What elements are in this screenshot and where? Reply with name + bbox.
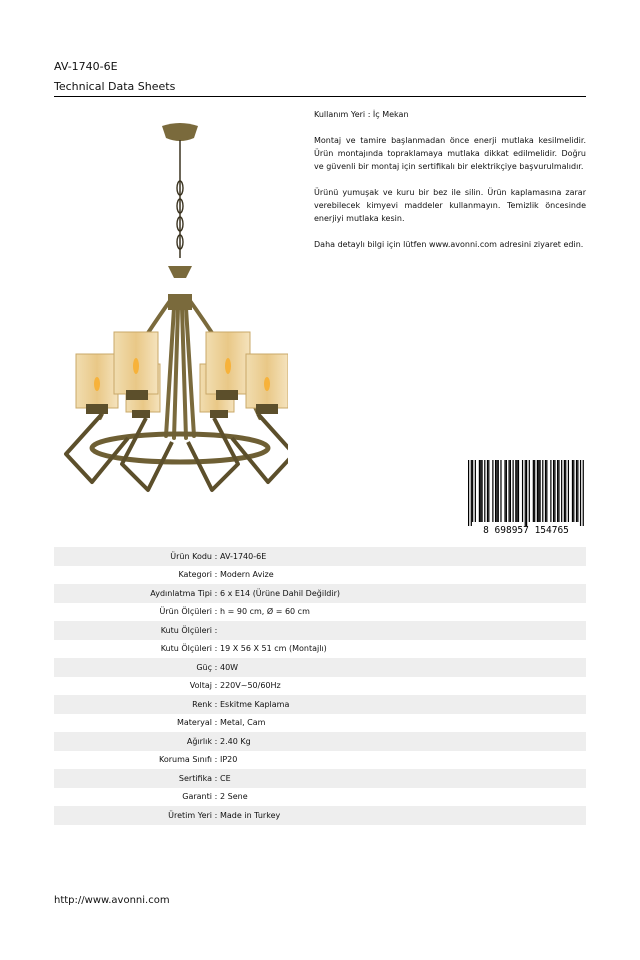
footer-website: http://www.avonni.com [54,895,170,906]
spec-label: Garanti [182,792,212,802]
spec-separator: : [214,662,218,672]
spec-label: Üretim Yeri [168,810,212,820]
spec-row [54,547,586,566]
spec-label: Renk [192,699,212,709]
spec-label: Kutu Ölçüleri [160,625,212,635]
document-subtitle: Technical Data Sheets [54,80,176,93]
spec-label: Ağırlık [186,736,212,746]
spec-separator: : [214,736,218,746]
spec-value: Eskitme Kaplama [220,699,290,709]
spec-separator: : [214,644,218,654]
spec-label: Ürün Kodu [170,551,212,561]
product-code-title: AV-1740-6E [54,60,118,73]
spec-value: Metal, Cam [220,718,266,728]
spec-separator: : [214,810,218,820]
spec-row [54,806,586,825]
spec-label: Ürün Ölçüleri [159,607,212,617]
spec-row [54,732,586,751]
spec-row [54,788,586,807]
spec-value: IP20 [220,755,238,765]
spec-separator: : [214,570,218,580]
spec-label: Güç [196,662,212,672]
cleaning-paragraph: Ürünü yumuşak ve kuru bir bez ile silin. Ürün kaplamasına zarar verebilecek kimyevi maddeler kullanmayın. Temizlik öncesinde enerjiyi mutlaka kesin. [314,188,586,223]
safety-paragraph: Montaj ve tamire başlanmadan önce enerji mutlaka kesilmelidir. Ürün montajında topraklamaya mutlaka dikkat edilmelidir. Doğru ve güvenli bir montaj için sertifikalı bir elektrikçiye başvurulmalıdır. [314,136,586,171]
spec-row [54,677,586,696]
spec-separator: : [214,755,218,765]
spec-separator: : [214,792,218,802]
spec-label: Voltaj [189,681,212,691]
spec-row [54,584,586,603]
spec-row [54,714,586,733]
spec-row [54,621,586,640]
spec-value: 6 x E14 (Ürüne Dahil Değildir) [220,588,340,598]
spec-separator: : [214,699,218,709]
spec-value: Made in Turkey [220,810,281,820]
barcode [468,460,584,536]
spec-value: AV-1740-6E [220,551,267,561]
spec-label: Sertifika [178,773,212,783]
header-divider [54,96,586,97]
spec-separator: : [214,588,218,598]
spec-label: Aydınlatma Tipi [150,588,212,598]
spec-separator: : [214,551,218,561]
spec-row [54,603,586,622]
spec-label: Koruma Sınıfı [159,755,212,765]
spec-value: 2.40 Kg [220,736,251,746]
usage-location: Kullanım Yeri : İç Mekan [314,110,409,119]
spec-row [54,695,586,714]
barcode-digits: 8 698957 154765 [483,525,569,536]
spec-separator: : [214,607,218,617]
spec-row [54,658,586,677]
spec-value: 40W [220,662,239,672]
spec-row [54,751,586,770]
spec-value: 220V~50/60Hz [220,681,281,691]
spec-row [54,769,586,788]
spec-label: Kutu Ölçüleri [160,644,212,654]
spec-value: h = 90 cm, Ø = 60 cm [220,607,310,617]
spec-value: CE [220,773,231,783]
spec-separator: : [214,773,218,783]
spec-table [54,547,586,825]
spec-separator: : [214,718,218,728]
spec-row [54,566,586,585]
usage-info-block [314,108,586,264]
spec-value: Modern Avize [220,570,274,580]
barcode-bars [468,460,584,526]
spec-label: Materyal [176,718,212,728]
spec-label: Kategori [178,570,212,580]
spec-value: 2 Sene [220,792,248,802]
spec-separator: : [214,681,218,691]
spec-row [54,640,586,659]
spec-separator: : [214,625,218,635]
spec-value: 19 X 56 X 51 cm (Montajlı) [220,644,327,654]
website-paragraph: Daha detaylı bilgi için lütfen www.avonni.com adresini ziyaret edin. [314,240,584,249]
chandelier-image [62,118,288,498]
